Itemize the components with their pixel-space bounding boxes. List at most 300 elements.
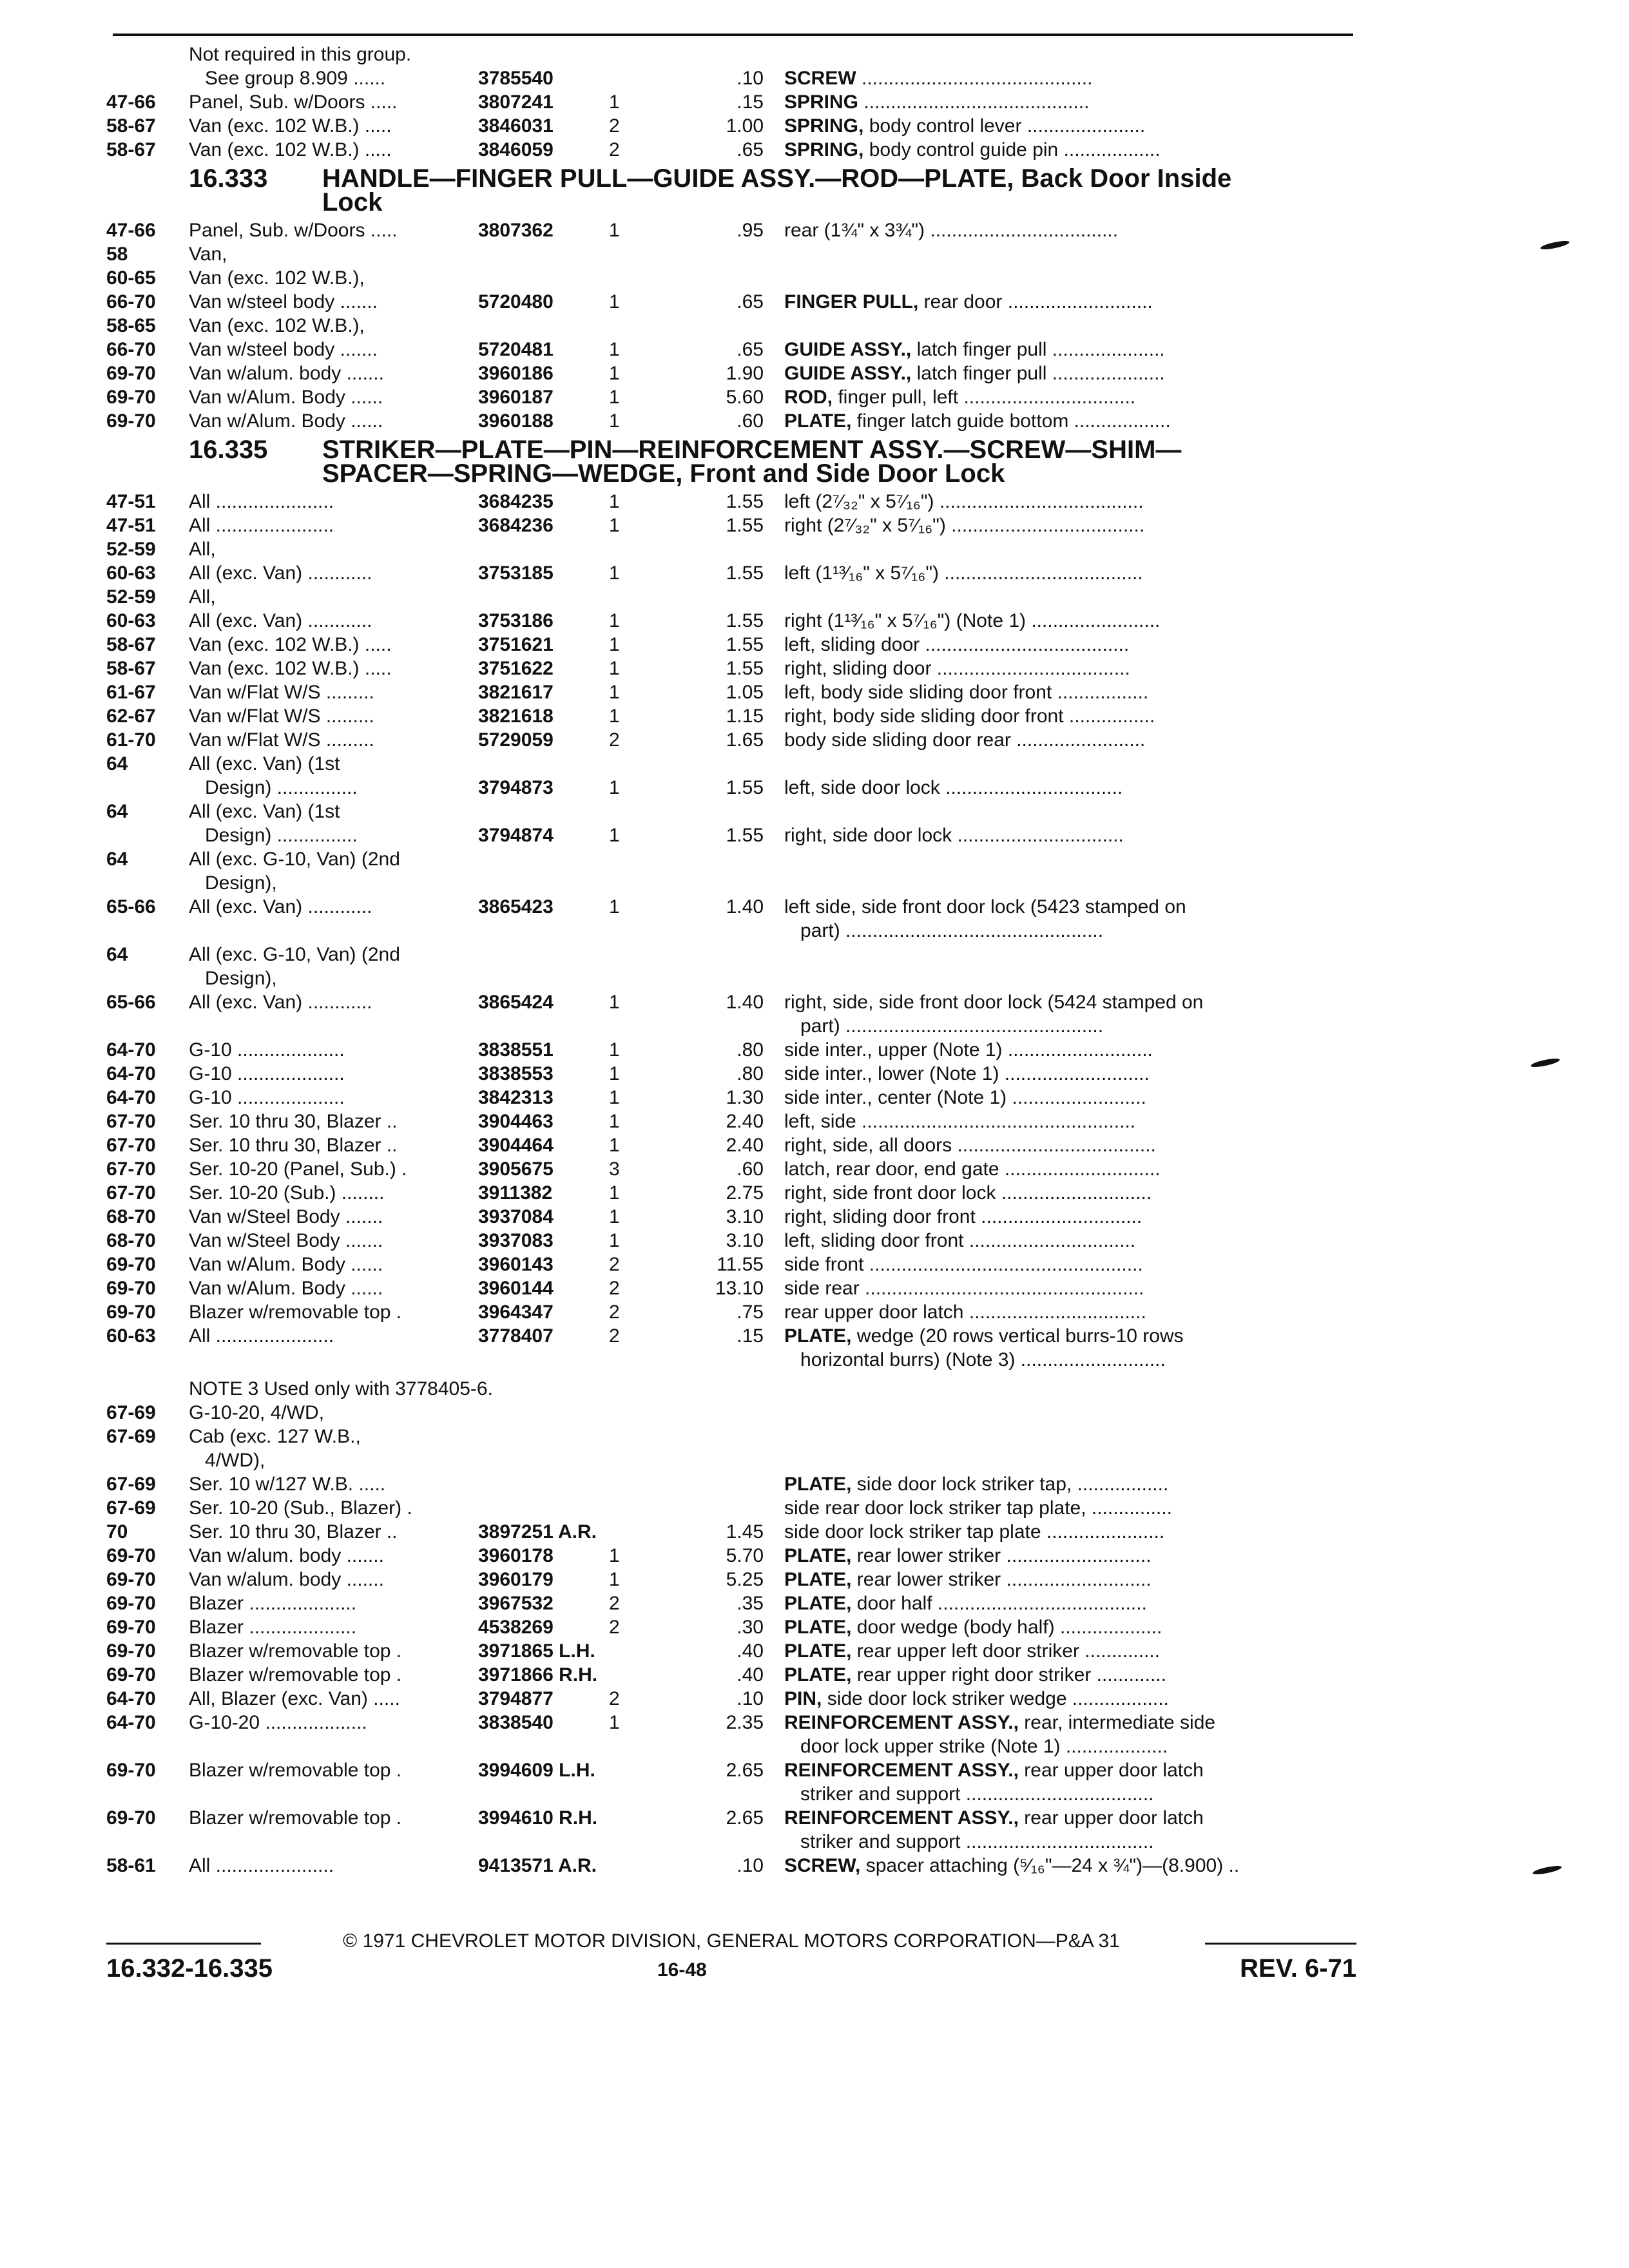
years: 58-65 — [106, 315, 156, 336]
price: .35 — [737, 1593, 764, 1614]
description-text: rear upper right door striker ............. — [851, 1664, 1166, 1686]
part-number: 3971865 L.H. — [478, 1640, 595, 1662]
part-row — [106, 1324, 1356, 1348]
application: Ser. 10-20 (Panel, Sub.) . — [189, 1158, 407, 1180]
part-row — [106, 314, 1356, 338]
price: .10 — [737, 68, 764, 89]
description — [784, 1639, 1356, 1663]
application: G-10 .................... — [189, 1039, 345, 1061]
description — [784, 609, 1356, 633]
part-number: 3960144 — [478, 1278, 554, 1299]
application: Van w/steel body ....... — [189, 339, 378, 360]
part-number: 3794874 — [478, 825, 554, 846]
quantity: 1 — [609, 1039, 620, 1061]
description — [784, 1830, 1356, 1854]
quantity: 1 — [609, 1712, 620, 1733]
part-number: 3960187 — [478, 387, 554, 408]
quantity: 1 — [609, 291, 620, 312]
years: 47-66 — [106, 220, 156, 241]
years: 69-70 — [106, 363, 156, 384]
application: All (exc. Van) (1st — [189, 753, 340, 774]
rows-group-d — [106, 1401, 1356, 1878]
part-row — [106, 776, 1356, 800]
application: All ...................... — [189, 515, 334, 536]
application: Van (exc. 102 W.B.) ..... — [189, 139, 392, 160]
description-text: side rear .................................................... — [784, 1278, 1144, 1299]
part-row — [106, 1782, 1356, 1806]
application: Ser. 10 thru 30, Blazer .. — [189, 1521, 398, 1542]
years: 60-63 — [106, 610, 156, 631]
part-row — [106, 1110, 1356, 1133]
price: 1.55 — [726, 515, 764, 536]
description — [784, 1062, 1356, 1086]
quantity: 2 — [609, 729, 620, 751]
description — [784, 1687, 1356, 1711]
application: Van w/Flat W/S ......... — [189, 706, 374, 727]
description-keyword: PLATE, — [784, 1664, 852, 1686]
price: .60 — [737, 410, 764, 432]
part-number: 3960188 — [478, 410, 554, 432]
years: 60-65 — [106, 267, 156, 289]
application: Blazer .................... — [189, 1617, 357, 1638]
section-title-line-1: STRIKER—PLATE—PIN—REINFORCEMENT ASSY.—SCREW—SHIM— — [322, 436, 1182, 464]
quantity: 1 — [609, 634, 620, 655]
price: 1.30 — [726, 1087, 764, 1108]
quantity: 1 — [609, 1135, 620, 1156]
part-number: 3937083 — [478, 1230, 554, 1251]
application: Van w/Steel Body ....... — [189, 1206, 383, 1227]
description-text: striker and support ................................... — [784, 1831, 1154, 1852]
footer-rule-left — [106, 1943, 261, 1945]
part-row — [106, 290, 1356, 314]
description-text: rear upper door latch — [1018, 1760, 1204, 1781]
description-keyword: REINFORCEMENT ASSY., — [784, 1760, 1019, 1781]
description — [784, 704, 1356, 728]
description — [784, 1110, 1356, 1133]
part-row — [106, 919, 1356, 943]
quantity: 1 — [609, 562, 620, 584]
price: 2.35 — [726, 1712, 764, 1733]
description-text: left, sliding door ...................................... — [784, 634, 1130, 655]
price: 1.65 — [726, 729, 764, 751]
part-number: 3821618 — [478, 706, 554, 727]
price: 1.55 — [726, 825, 764, 846]
quantity: 1 — [609, 706, 620, 727]
price: .30 — [737, 1617, 764, 1638]
part-row — [106, 218, 1356, 242]
revision: REV. 6-71 — [1240, 1954, 1356, 1983]
part-row — [106, 1086, 1356, 1110]
part-row — [106, 1448, 1356, 1472]
description-text: left (2⁷⁄₃₂" x 5⁷⁄₁₆") ...................................... — [784, 491, 1144, 512]
description-keyword: GUIDE ASSY., — [784, 363, 912, 384]
application: Design) ............... — [189, 777, 358, 798]
description — [784, 514, 1356, 537]
price: 1.40 — [726, 992, 764, 1013]
part-row — [106, 242, 1356, 266]
application: Blazer w/removable top . — [189, 1664, 402, 1686]
part-number: 3794873 — [478, 777, 554, 798]
application: All ...................... — [189, 491, 334, 512]
years: 64-70 — [106, 1063, 156, 1084]
quantity: 3 — [609, 1158, 620, 1180]
description — [784, 1253, 1356, 1276]
description — [784, 895, 1356, 919]
part-row — [106, 1062, 1356, 1086]
description-text: right, sliding door front .............................. — [784, 1206, 1142, 1227]
description-text: finger pull, left ................................ — [833, 387, 1136, 408]
part-number: 3794877 — [478, 1688, 554, 1709]
part-row — [106, 943, 1356, 966]
description — [784, 823, 1356, 847]
years: 66-70 — [106, 291, 156, 312]
quantity: 2 — [609, 1278, 620, 1299]
part-number: 3751621 — [478, 634, 554, 655]
years: 47-51 — [106, 491, 156, 512]
description — [784, 114, 1356, 138]
part-number: 3807362 — [478, 220, 554, 241]
application: Design), — [189, 968, 277, 989]
rows-group-c — [106, 490, 1356, 1372]
description-text: spacer attaching (⁵⁄₁₆"—24 x ¾")—(8.900) .. — [860, 1855, 1240, 1876]
description-text: body side sliding door rear ........................ — [784, 729, 1146, 751]
quantity: 1 — [609, 515, 620, 536]
description-keyword: PLATE, — [784, 1617, 852, 1638]
quantity: 2 — [609, 1617, 620, 1638]
part-number: 3842313 — [478, 1087, 554, 1108]
years: 69-70 — [106, 410, 156, 432]
part-number: 3846031 — [478, 115, 554, 137]
price: .40 — [737, 1640, 764, 1662]
years: 69-70 — [106, 1545, 156, 1566]
quantity: 1 — [609, 825, 620, 846]
application: Cab (exc. 127 W.B., — [189, 1426, 361, 1447]
years: 58-67 — [106, 634, 156, 655]
years: 67-70 — [106, 1182, 156, 1204]
description — [784, 218, 1356, 242]
description — [784, 1133, 1356, 1157]
price: 2.40 — [726, 1135, 764, 1156]
quantity: 2 — [609, 115, 620, 137]
application: Design), — [189, 872, 277, 894]
section-title-line-1: HANDLE—FINGER PULL—GUIDE ASSY.—ROD—PLATE, Back Door Inside — [322, 164, 1232, 193]
application: Van, — [189, 244, 227, 265]
description-text: rear, intermediate side — [1018, 1712, 1216, 1733]
section-title-line-2: Lock — [322, 188, 383, 216]
years: 67-70 — [106, 1135, 156, 1156]
description-text: door lock upper strike (Note 1) ................... — [784, 1736, 1168, 1757]
description-text: latch finger pull ..................... — [911, 363, 1165, 384]
copyright-line — [106, 1930, 1356, 1953]
description-keyword: SCREW — [784, 68, 856, 89]
part-number: 3865423 — [478, 896, 554, 918]
years: 67-70 — [106, 1158, 156, 1180]
description-keyword: REINFORCEMENT ASSY., — [784, 1712, 1019, 1733]
description — [784, 1520, 1356, 1544]
part-row — [106, 43, 1356, 66]
part-number: 3994610 R.H. — [478, 1807, 598, 1829]
part-row — [106, 1157, 1356, 1181]
part-row — [106, 1401, 1356, 1425]
part-number: 3964347 — [478, 1302, 554, 1323]
part-number: 3960186 — [478, 363, 554, 384]
description-text: part) ................................................ — [784, 920, 1104, 941]
years: 60-63 — [106, 562, 156, 584]
application: Blazer w/removable top . — [189, 1807, 402, 1829]
part-row — [106, 1758, 1356, 1782]
price: 1.00 — [726, 115, 764, 137]
years: 64 — [106, 944, 128, 965]
rows-group-b — [106, 218, 1356, 433]
description-keyword: GUIDE ASSY., — [784, 339, 912, 360]
part-row — [106, 1253, 1356, 1276]
quantity: 1 — [609, 220, 620, 241]
description-text: rear upper door latch ................................. — [784, 1302, 1146, 1323]
description-text: latch, rear door, end gate ............................. — [784, 1158, 1161, 1180]
part-number: 3684236 — [478, 515, 554, 536]
description-keyword: PLATE, — [784, 1325, 852, 1347]
part-number: 3807241 — [478, 91, 554, 113]
description — [784, 66, 1356, 90]
quantity: 1 — [609, 1111, 620, 1132]
description-keyword: REINFORCEMENT ASSY., — [784, 1807, 1019, 1829]
price: .75 — [737, 1302, 764, 1323]
price: 11.55 — [717, 1254, 764, 1275]
description — [784, 1615, 1356, 1639]
application: All, — [189, 586, 216, 608]
years: 69-70 — [106, 1569, 156, 1590]
years: 60-63 — [106, 1325, 156, 1347]
part-row — [106, 1425, 1356, 1448]
quantity: 1 — [609, 91, 620, 113]
part-number: 3684235 — [478, 491, 554, 512]
part-row — [106, 1496, 1356, 1520]
part-row — [106, 1806, 1356, 1830]
part-row — [106, 537, 1356, 561]
description-text: door wedge (body half) ................... — [851, 1617, 1162, 1638]
application: Van w/alum. body ....... — [189, 1545, 384, 1566]
price: .40 — [737, 1664, 764, 1686]
years: 58-61 — [106, 1855, 156, 1876]
part-row — [106, 490, 1356, 514]
margin-mark-3 — [1532, 1864, 1563, 1876]
price: .60 — [737, 1158, 764, 1180]
application: See group 8.909 ...... — [189, 68, 386, 89]
price: 1.55 — [726, 610, 764, 631]
years: 69-70 — [106, 1807, 156, 1829]
price: .10 — [737, 1688, 764, 1709]
description-text: rear upper left door striker .............. — [851, 1640, 1160, 1662]
description-text: rear lower striker ........................... — [851, 1569, 1152, 1590]
price: 1.90 — [726, 363, 764, 384]
description — [784, 1348, 1356, 1372]
description-keyword: ROD, — [784, 387, 833, 408]
description — [784, 1663, 1356, 1687]
part-row — [106, 66, 1356, 90]
price: 2.65 — [726, 1760, 764, 1781]
part-row — [106, 338, 1356, 361]
application: All (exc. G-10, Van) (2nd — [189, 944, 400, 965]
part-number: 3838551 — [478, 1039, 554, 1061]
section-16-333-heading — [106, 166, 1356, 218]
description-text: side rear door lock striker tap plate, ............... — [784, 1497, 1172, 1519]
section-number: 16.333 — [189, 164, 268, 193]
price: 2.40 — [726, 1111, 764, 1132]
quantity: 2 — [609, 139, 620, 160]
description-text: side door lock striker tap plate ...................... — [784, 1521, 1165, 1542]
quantity: 1 — [609, 410, 620, 432]
quantity: 1 — [609, 1230, 620, 1251]
part-row — [106, 728, 1356, 752]
price: .15 — [737, 91, 764, 113]
description-text: right, body side sliding door front ................ — [784, 706, 1155, 727]
years: 64-70 — [106, 1087, 156, 1108]
description-text: left, side ................................................... — [784, 1111, 1136, 1132]
years: 68-70 — [106, 1206, 156, 1227]
part-number: 3838553 — [478, 1063, 554, 1084]
description — [784, 633, 1356, 657]
section-number: 16.335 — [189, 436, 268, 464]
part-row — [106, 409, 1356, 433]
application: Panel, Sub. w/Doors ..... — [189, 91, 398, 113]
part-row — [106, 1014, 1356, 1038]
description-text: rear upper door latch — [1018, 1807, 1204, 1829]
description-keyword: PLATE, — [784, 1593, 852, 1614]
price: .80 — [737, 1039, 764, 1061]
part-row — [106, 266, 1356, 290]
part-row — [106, 1687, 1356, 1711]
part-number: 3904464 — [478, 1135, 554, 1156]
years: 67-69 — [106, 1497, 156, 1519]
application: Van (exc. 102 W.B.) ..... — [189, 658, 392, 679]
years: 58-67 — [106, 139, 156, 160]
description-text: rear (1¾" x 3¾") ................................... — [784, 220, 1119, 241]
price: 3.10 — [726, 1206, 764, 1227]
application: Blazer w/removable top . — [189, 1302, 402, 1323]
part-row — [106, 1348, 1356, 1372]
description — [784, 1229, 1356, 1253]
description-text: left (1¹³⁄₁₆" x 5⁷⁄₁₆") ..................................... — [784, 562, 1143, 584]
years: 64 — [106, 801, 128, 822]
part-row — [106, 895, 1356, 919]
description-text: .......................................... — [858, 91, 1090, 113]
part-row — [106, 609, 1356, 633]
quantity: 1 — [609, 387, 620, 408]
part-number: 3937084 — [478, 1206, 554, 1227]
description — [784, 1014, 1356, 1038]
years: 65-66 — [106, 896, 156, 918]
section-title-line-2: SPACER—SPRING—WEDGE, Front and Side Door Lock — [322, 459, 1005, 488]
description-text: striker and support ................................... — [784, 1783, 1154, 1805]
part-row — [106, 514, 1356, 537]
application: Van (exc. 102 W.B.) ..... — [189, 634, 392, 655]
description — [784, 1711, 1356, 1735]
part-row — [106, 585, 1356, 609]
description — [784, 1854, 1356, 1878]
part-row — [106, 361, 1356, 385]
application: G-10 .................... — [189, 1063, 345, 1084]
part-number: 3967532 — [478, 1593, 554, 1614]
part-row — [106, 1639, 1356, 1663]
description — [784, 1758, 1356, 1782]
part-row — [106, 114, 1356, 138]
description — [784, 1591, 1356, 1615]
description — [784, 1782, 1356, 1806]
years: 69-70 — [106, 387, 156, 408]
description — [784, 657, 1356, 680]
description-text: rear lower striker ........................... — [851, 1545, 1152, 1566]
quantity: 2 — [609, 1302, 620, 1323]
years: 47-51 — [106, 515, 156, 536]
description — [784, 919, 1356, 943]
description — [784, 1038, 1356, 1062]
years: 69-70 — [106, 1593, 156, 1614]
quantity: 1 — [609, 1569, 620, 1590]
part-row — [106, 1568, 1356, 1591]
note-row — [106, 1377, 1356, 1401]
quantity: 1 — [609, 1182, 620, 1204]
application: Ser. 10-20 (Sub., Blazer) . — [189, 1497, 412, 1519]
part-row — [106, 1591, 1356, 1615]
description-text: side door lock striker tap, ................. — [851, 1474, 1169, 1495]
margin-mark-1 — [1540, 239, 1570, 251]
price: .80 — [737, 1063, 764, 1084]
part-number: 3911382 — [478, 1182, 553, 1204]
application: Ser. 10 thru 30, Blazer .. — [189, 1111, 398, 1132]
part-row — [106, 1663, 1356, 1687]
part-row — [106, 752, 1356, 776]
page-number: 16-48 — [657, 1959, 707, 1981]
part-row — [106, 847, 1356, 871]
application: Van w/Alum. Body ...... — [189, 1254, 383, 1275]
part-row — [106, 871, 1356, 895]
application: All ...................... — [189, 1325, 334, 1347]
application: Blazer w/removable top . — [189, 1760, 402, 1781]
years: 67-70 — [106, 1111, 156, 1132]
part-number: 3897251 A.R. — [478, 1521, 597, 1542]
description — [784, 990, 1356, 1014]
price: 3.10 — [726, 1230, 764, 1251]
application: Blazer w/removable top . — [189, 1640, 402, 1662]
description-text: side inter., lower (Note 1) ........................... — [784, 1063, 1150, 1084]
description-text: wedge (20 rows vertical burrs-10 rows — [851, 1325, 1184, 1347]
years: 62-67 — [106, 706, 156, 727]
application: G-10-20 ................... — [189, 1712, 367, 1733]
application: G-10-20, 4/WD, — [189, 1402, 325, 1423]
quantity: 1 — [609, 658, 620, 679]
description-text: body control guide pin .................. — [863, 139, 1161, 160]
quantity: 1 — [609, 1206, 620, 1227]
years: 68-70 — [106, 1230, 156, 1251]
description-keyword: PLATE, — [784, 1474, 852, 1495]
description — [784, 561, 1356, 585]
application: G-10 .................... — [189, 1087, 345, 1108]
years: 65-66 — [106, 992, 156, 1013]
years: 61-67 — [106, 682, 156, 703]
part-row — [106, 633, 1356, 657]
price: .65 — [737, 339, 764, 360]
footer-rule-right — [1205, 1943, 1356, 1945]
description — [784, 385, 1356, 409]
quantity: 2 — [609, 1325, 620, 1347]
application: All ...................... — [189, 1855, 334, 1876]
price: 2.65 — [726, 1807, 764, 1829]
note-3: NOTE 3 Used only with 3778405-6. — [189, 1378, 493, 1399]
years: 52-59 — [106, 586, 156, 608]
quantity: 1 — [609, 777, 620, 798]
part-row — [106, 1854, 1356, 1878]
application: Van w/Alum. Body ...... — [189, 410, 383, 432]
